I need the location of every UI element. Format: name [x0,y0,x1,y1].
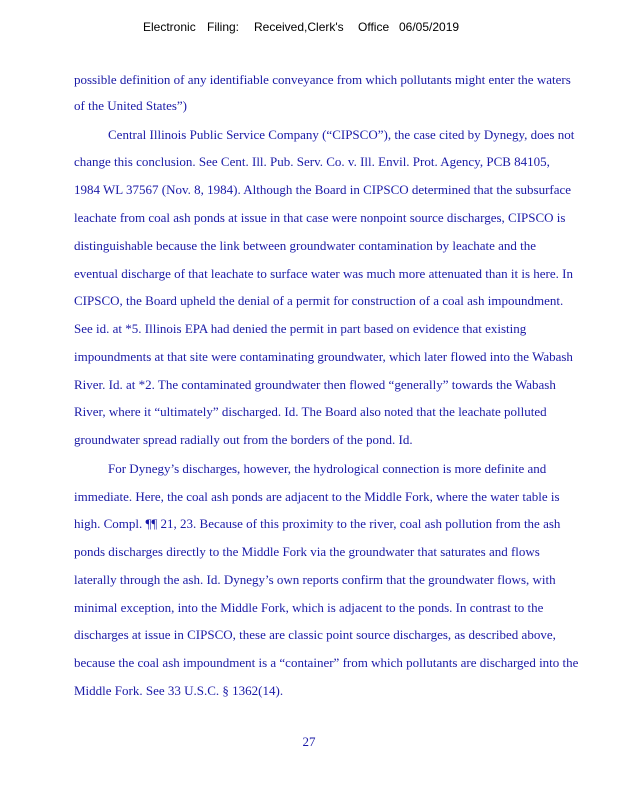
header-date: 06/05/2019 [399,20,460,34]
page-number: 27 [302,734,316,749]
text-line: minimal exception, into the Middle Fork, which is adjacent to the ponds. In contrast to the [74,600,544,615]
text-line: because the coal ash impoundment is a “container” from which pollutants are discharged into the [74,655,579,670]
text-line: distinguishable because the link between groundwater contamination by leachate and the [74,238,537,253]
text-line: Middle Fork. See 33 U.S.C. § 1362(14). [74,683,284,698]
header-electronic: Electronic [143,20,196,34]
text-line: River, where it “ultimately” discharged. Id. The Board also noted that the leachate polluted [74,404,547,419]
header-filing: Filing: [207,20,240,34]
text-line: For Dynegy’s discharges, however, the hydrological connection is more definite and [108,461,547,476]
text-line: 1984 WL 37567 (Nov. 8, 1984). Although the Board in CIPSCO determined that the subsurface [74,182,572,197]
text-line: change this conclusion. See Cent. Ill. Pub. Serv. Co. v. Ill. Envil. Prot. Agency, PCB 84105, [74,154,550,169]
text-line: impoundments at that site were contaminating groundwater, which later flowed into the Wabash [74,349,573,364]
text-line: River. Id. at *2. The contaminated groundwater then flowed “generally” towards the Wabash [74,377,556,392]
text-line: ponds discharges directly to the Middle Fork via the groundwater that saturates and flows [74,544,540,559]
text-line: of the United States”) [74,98,187,113]
text-line: CIPSCO, the Board upheld the denial of a permit for construction of a coal ash impoundment. [74,293,564,308]
text-line: immediate. Here, the coal ash ponds are adjacent to the Middle Fork, where the water table is [74,489,560,504]
header-received: Received,Clerk's [254,20,344,34]
text-line: See id. at *5. Illinois EPA had denied the permit in part based on evidence that existing [74,321,527,336]
text-line: Central Illinois Public Service Company (“CIPSCO”), the case cited by Dynegy, does not [108,127,575,142]
text-line: possible definition of any identifiable conveyance from which pollutants might enter the waters [74,72,571,87]
text-line: eventual discharge of that leachate to surface water was much more attenuated than it is here. In [74,266,573,281]
text-line: laterally through the ash. Id. Dynegy’s own reports confirm that the groundwater flows, with [74,572,556,587]
text-line: high. Compl. ¶¶ 21, 23. Because of this proximity to the river, coal ash pollution from the ash [74,516,561,531]
text-line: discharges at issue in CIPSCO, these are classic point source discharges, as described above, [74,627,556,642]
header-office: Office [358,20,390,34]
text-line: groundwater spread radially out from the borders of the pond. Id. [74,432,413,447]
document-body [74,0,604,800]
text-line: leachate from coal ash ponds at issue in that case were nonpoint source discharges, CIPSCO is [74,210,566,225]
